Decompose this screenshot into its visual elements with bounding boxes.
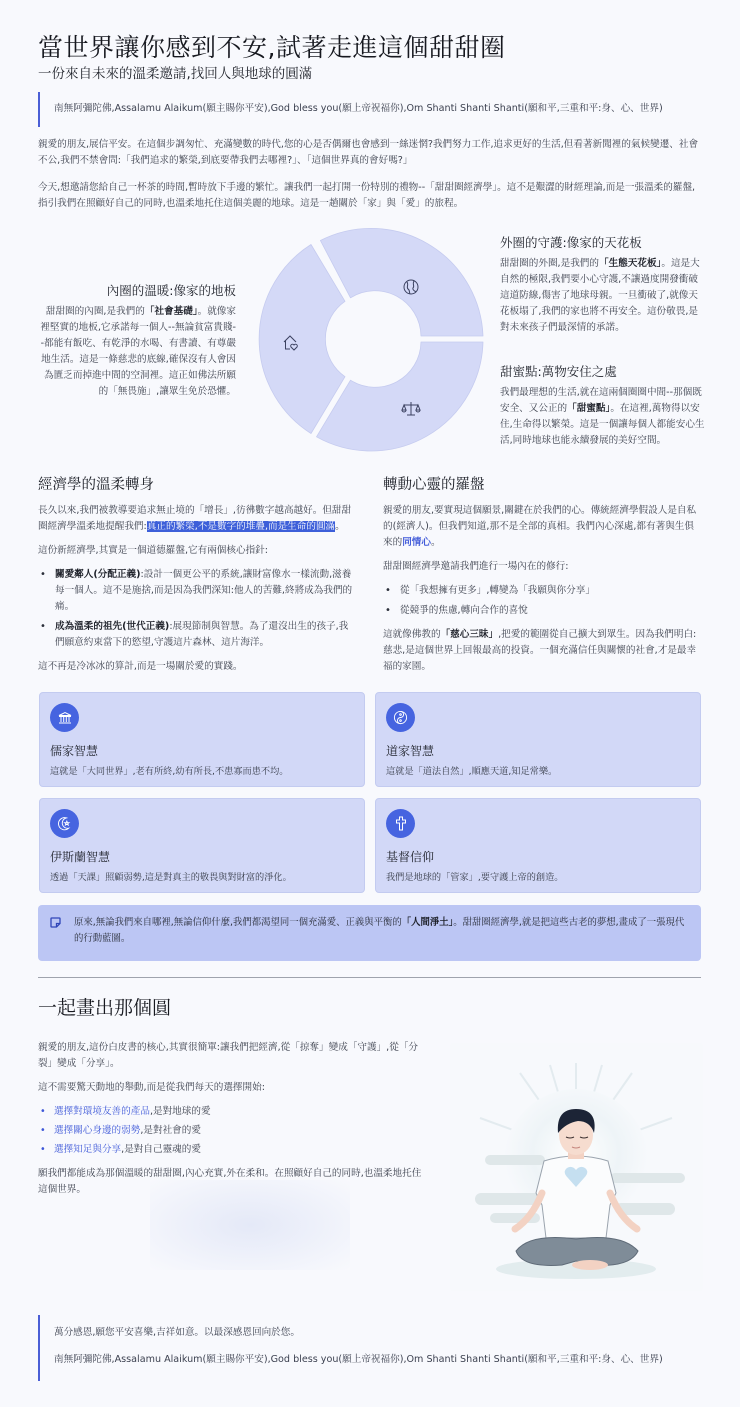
inner-ring-segment (259, 245, 345, 434)
opening-blessing-quote (38, 92, 702, 127)
economics-section (38, 475, 356, 683)
closing-paragraph-1: 親愛的朋友,這份白皮書的核心,其實很簡單:讓我們把經濟,從「掠奪」變成「守護」,從「分裂」變成「分享」。 (38, 1042, 418, 1069)
list-item: • 從競爭的焦慮,轉向合作的喜悅 (383, 603, 701, 619)
meditation-illustration (450, 1043, 703, 1291)
outer-ring-segment (320, 228, 483, 336)
outer-ring-text: 甜甜圈的外圈,是我們的「生態天花板」。這是大自然的極限,我們要小心守護,不讓過度開發衝破這道防線,傷害了地球母親。一旦衝破了,就像天花板塌了,我們的家也將不再安全。這份敬畏,是對未來孩子們最深情的承諾。 (500, 258, 700, 333)
sweet-spot-text: 我們最理想的生活,就在這兩個圈圈中間--那個既安全、又公正的「甜蜜點」。在這裡,萬物得以安住,生命得以繁榮。這是一個讓每個人都能安心生活,同時地球也能永續發展的美好空間。 (500, 387, 705, 446)
closing-heading: 一起畫出那個圓 (38, 997, 172, 1019)
highlighted-selection[interactable]: 真正的繁榮,不是數字的堆疊,而是生命的圓滿 (146, 521, 336, 532)
compass-heading: 轉動心靈的羅盤 (383, 477, 485, 493)
section-divider (38, 977, 701, 978)
intro-paragraph-1: 親愛的朋友,展信平安。在這個步調匆忙、充滿變數的時代,您的心是否偶爾也會感到一絲迷惘?我們努力工作,追求更好的生活,但看著新聞裡的氣候變遷、社會不公,我們不禁會問:「我們追求的繁榮,到底要帶我們去哪裡?」、「這個世界真的會好嗎?」 (38, 139, 699, 166)
economics-list (38, 567, 356, 651)
compassion-link[interactable]: 同情心 (402, 537, 431, 548)
sweet-spot-segment (317, 342, 484, 451)
temple-icon (50, 703, 79, 732)
page-title: 當世界讓你感到不安,試著走進這個甜甜圈 (38, 33, 506, 62)
card-title: 伊斯蘭智慧 (50, 850, 111, 864)
inner-ring-title: 內圈的溫暖:像家的地板 (106, 283, 236, 298)
cross-icon (386, 809, 415, 838)
card-description: 這就是「大同世界」,老有所終,幼有所長,不患寡而患不均。 (50, 766, 289, 777)
economics-paragraph-1: 長久以來,我們被教導要追求無止境的「增長」,彷彿數字越高越好。但甜甜圈經濟學溫柔地提醒我們:真正的繁榮,不是數字的堆疊,而是生命的圓滿。 (38, 505, 352, 532)
economics-heading: 經濟學的溫柔轉身 (38, 477, 154, 493)
choice-link[interactable]: 選擇知足與分享 (54, 1144, 122, 1155)
wisdom-card-islamic (39, 798, 365, 893)
blessing-text: 南無阿彌陀佛,Assalamu Alaikum(願主賜你平安),God bless you(願上帝祝福你),Om Shanti Shanti Shanti(願和平,三重和平:身、心、世界) (54, 103, 663, 114)
card-description: 我們是地球的「管家」,要守護上帝的創造。 (386, 872, 564, 883)
sweet-spot-title: 甜蜜點:萬物安住之處 (500, 364, 617, 379)
inner-ring-description (38, 281, 236, 400)
choice-link[interactable]: 選擇關心身邊的弱勢 (54, 1125, 141, 1136)
gratitude-text: 萬分感恩,願您平安喜樂,吉祥如意。以最深感恩回向於您。 (54, 1327, 300, 1338)
outer-ring-description (500, 233, 706, 336)
closing-text (38, 1040, 430, 1206)
card-description: 透過「天課」照顧弱勢,這是對真主的敬畏與對財富的淨化。 (50, 872, 292, 883)
compass-section (383, 475, 701, 683)
list-item: • 選擇對環境友善的產品,是對地球的愛 (38, 1104, 430, 1120)
list-item: • 成為溫柔的祖先(世代正義):展現節制與智慧。為了還沒出生的孩子,我們願意約束當下的慾望,守護這片森林、這片海洋。 (38, 619, 356, 651)
list-item: • 從「我想擁有更多」,轉變為「我願與你分享」 (383, 583, 701, 599)
list-item: • 關愛鄰人(分配正義):設計一個更公平的系統,讓財富像水一樣流動,滋養每一個人。這不是施捨,而是因為我們深知:他人的苦難,終將成為我們的痛。 (38, 567, 356, 615)
intro-paragraph-2: 今天,想邀請您給自己一杯茶的時間,暫時放下手邊的繁忙。讓我們一起打開一份特別的禮物--「甜甜圈經濟學」。這不是艱澀的財經理論,而是一張溫柔的羅盤,指引我們在照顧好自己的同時,也溫柔地托住這個美麗的地球。這是一趟關於「家」與「愛」的旅程。 (38, 182, 696, 209)
note-callout: 原來,無論我們來自哪裡,無論信仰什麼,我們都渴望同一個充滿愛、正義與平衡的「人間淨土」。甜甜圈經濟學,就是把這些古老的夢想,畫成了一張現代的行動藍圖。 (38, 905, 701, 961)
closing-paragraph-3: 願我們都能成為那個溫暖的甜甜圈,內心充實,外在柔和。在照顧好自己的同時,也溫柔地托住這個世界。 (38, 1168, 422, 1195)
compass-paragraph-3: 這就像佛教的「慈心三昧」,把愛的範圍從自己擴大到眾生。因為我們明白:慈悲,是這個世界上回報最高的投資。一個充滿信任與關懷的社會,才是最幸福的家園。 (383, 629, 697, 672)
wisdom-card-christian (375, 798, 701, 893)
sticky-note-icon (50, 917, 61, 934)
closing-paragraph-2: 這不需要驚天動地的舉動,而是從我們每天的選擇開始: (38, 1082, 265, 1093)
inner-ring-text: 甜甜圈的內圈,是我們的「社會基礎」。就像家裡堅實的地板,它承諾每一個人--無論貧富貴賤--都能有飯吃、有乾淨的水喝、有書讀、有尊嚴地生活。這是一條慈悲的底線,確保沒有人會因為匱乏而掉進中間的空洞裡。這正如佛法所願的「無畏施」,讓眾生免於恐懼。 (40, 306, 236, 397)
crescent-star-icon (50, 809, 79, 838)
card-title: 基督信仰 (386, 850, 435, 864)
compass-paragraph-1: 親愛的朋友,要實現這個願景,關鍵在於我們的心。傳統經濟學假設人是自私的(經濟人)。但我們知道,那不是全部的真相。我們內心深處,都有著與生俱來的同情心。 (383, 505, 697, 548)
wisdom-card-taoist (375, 692, 701, 787)
compass-list (383, 583, 701, 619)
closing-blessing-quote (38, 1315, 702, 1381)
outer-ring-title: 外圈的守護:像家的天花板 (500, 235, 642, 250)
economics-paragraph-2: 這份新經濟學,其實是一個道德羅盤,它有兩個核心指針: (38, 545, 268, 556)
list-item: • 選擇知足與分享,是對自己靈魂的愛 (38, 1142, 430, 1158)
compass-paragraph-2: 甜甜圈經濟學邀請我們進行一場內在的修行: (383, 561, 569, 572)
doughnut-diagram (253, 221, 489, 457)
card-title: 儒家智慧 (50, 744, 99, 758)
card-title: 道家智慧 (386, 744, 435, 758)
list-item: • 選擇關心身邊的弱勢,是對社會的愛 (38, 1123, 430, 1139)
sweet-spot-description (500, 362, 706, 449)
page-subtitle: 一份來自未來的溫柔邀請,找回人與地球的圓滿 (38, 66, 313, 82)
wisdom-card-confucian (39, 692, 365, 787)
choice-link[interactable]: 選擇對環境友善的產品 (54, 1106, 150, 1117)
daily-choices-list (38, 1104, 430, 1158)
card-description: 這就是「道法自然」,順應天道,知足常樂。 (386, 766, 558, 777)
economics-paragraph-3: 這不再是冷冰冰的算計,而是一場關於愛的實踐。 (38, 661, 243, 672)
yin-yang-icon (386, 703, 415, 732)
blessing-text: 南無阿彌陀佛,Assalamu Alaikum(願主賜你平安),God bless you(願上帝祝福你),Om Shanti Shanti Shanti(願和平,三重和平:身、心、世界) (54, 1354, 663, 1365)
